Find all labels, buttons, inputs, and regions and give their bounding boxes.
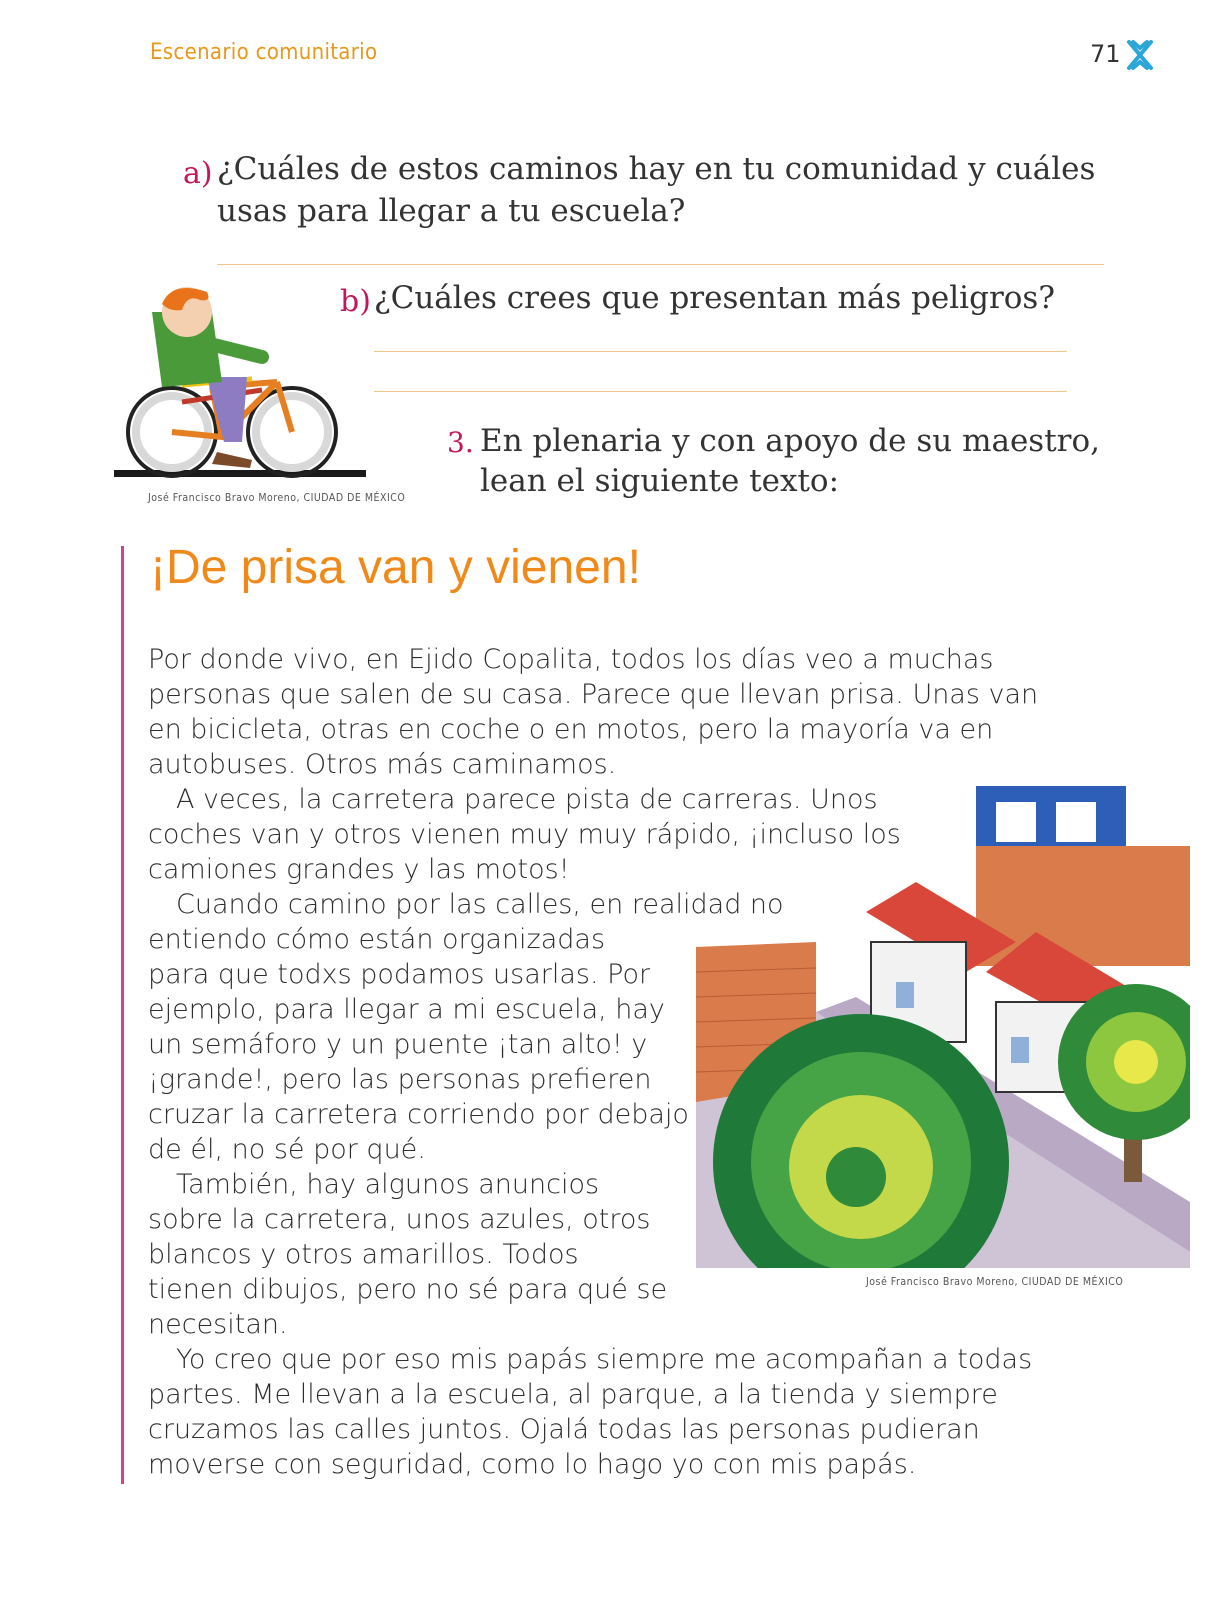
story-line: de él, no sé por qué. bbox=[148, 1134, 426, 1165]
story-line: personas que salen de su casa. Parece que llevan prisa. Unas van bbox=[148, 679, 1039, 710]
step-3-marker: 3. bbox=[447, 426, 474, 459]
question-a-marker: a) bbox=[183, 156, 213, 191]
street-houses-trees-illustration bbox=[696, 782, 1190, 1268]
story-line: Por donde vivo, en Ejido Copalita, todos los días veo a muchas bbox=[148, 644, 994, 675]
story-line: camiones grandes y las motos! bbox=[148, 854, 570, 885]
page-number: 71 bbox=[1090, 40, 1121, 68]
story-title: ¡De prisa van y vienen! bbox=[150, 541, 641, 594]
step-3-line-2: lean el siguiente texto: bbox=[480, 463, 840, 499]
question-b-marker: b) bbox=[340, 284, 371, 319]
story-line: para que todxs podamos usarlas. Por bbox=[148, 959, 651, 990]
story-line: A veces, la carretera parece pista de carreras. Unos bbox=[176, 784, 878, 815]
step-3-line-1: En plenaria y con apoyo de su maestro, bbox=[480, 423, 1100, 459]
story-line: cruzamos las calles juntos. Ojalá todas las personas pudieran bbox=[148, 1414, 980, 1445]
illustration-2-caption: José Francisco Bravo Moreno, CIUDAD DE MÉXICO bbox=[866, 1276, 1124, 1288]
story-line: Cuando camino por las calles, en realidad no bbox=[176, 889, 784, 920]
story-line: partes. Me llevan a la escuela, al parque, a la tienda y siempre bbox=[148, 1379, 998, 1410]
story-line: en bicicleta, otras en coche o en motos, pero la mayoría va en bbox=[148, 714, 994, 745]
story-line: También, hay algunos anuncios bbox=[176, 1169, 600, 1200]
story-line: necesitan. bbox=[148, 1309, 288, 1340]
story-line: autobuses. Otros más caminamos. bbox=[148, 749, 617, 780]
illustration-1-caption: José Francisco Bravo Moreno, CIUDAD DE MÉXICO bbox=[148, 492, 406, 504]
story-line: tienen dibujos, pero no sé para qué se bbox=[148, 1274, 668, 1305]
story-line: sobre la carretera, unos azules, otros bbox=[148, 1204, 651, 1235]
question-b-text: ¿Cuáles crees que presentan más peligros? bbox=[374, 280, 1055, 316]
story-line: Yo creo que por eso mis papás siempre me acompañan a todas bbox=[176, 1344, 1033, 1375]
story-line: un semáforo y un puente ¡tan alto! y bbox=[148, 1029, 648, 1060]
story-line: cruzar la carretera corriendo por debajo bbox=[148, 1099, 689, 1130]
section-title: Escenario comunitario bbox=[150, 40, 378, 65]
question-a-line-1: ¿Cuáles de estos caminos hay en tu comunidad y cuáles bbox=[217, 151, 1096, 187]
question-a-line-2: usas para llegar a tu escuela? bbox=[217, 193, 686, 229]
story-line: ¡grande!, pero las personas prefieren bbox=[148, 1064, 652, 1095]
story-line: coches van y otros vienen muy muy rápido, ¡incluso los bbox=[148, 819, 901, 850]
story-line: moverse con seguridad, como lo hago yo con mis papás. bbox=[148, 1449, 917, 1480]
story-line: ejemplo, para llegar a mi escuela, hay bbox=[148, 994, 665, 1025]
story-line: blancos y otros amarillos. Todos bbox=[148, 1239, 579, 1270]
story-line: entiendo cómo están organizadas bbox=[148, 924, 606, 955]
